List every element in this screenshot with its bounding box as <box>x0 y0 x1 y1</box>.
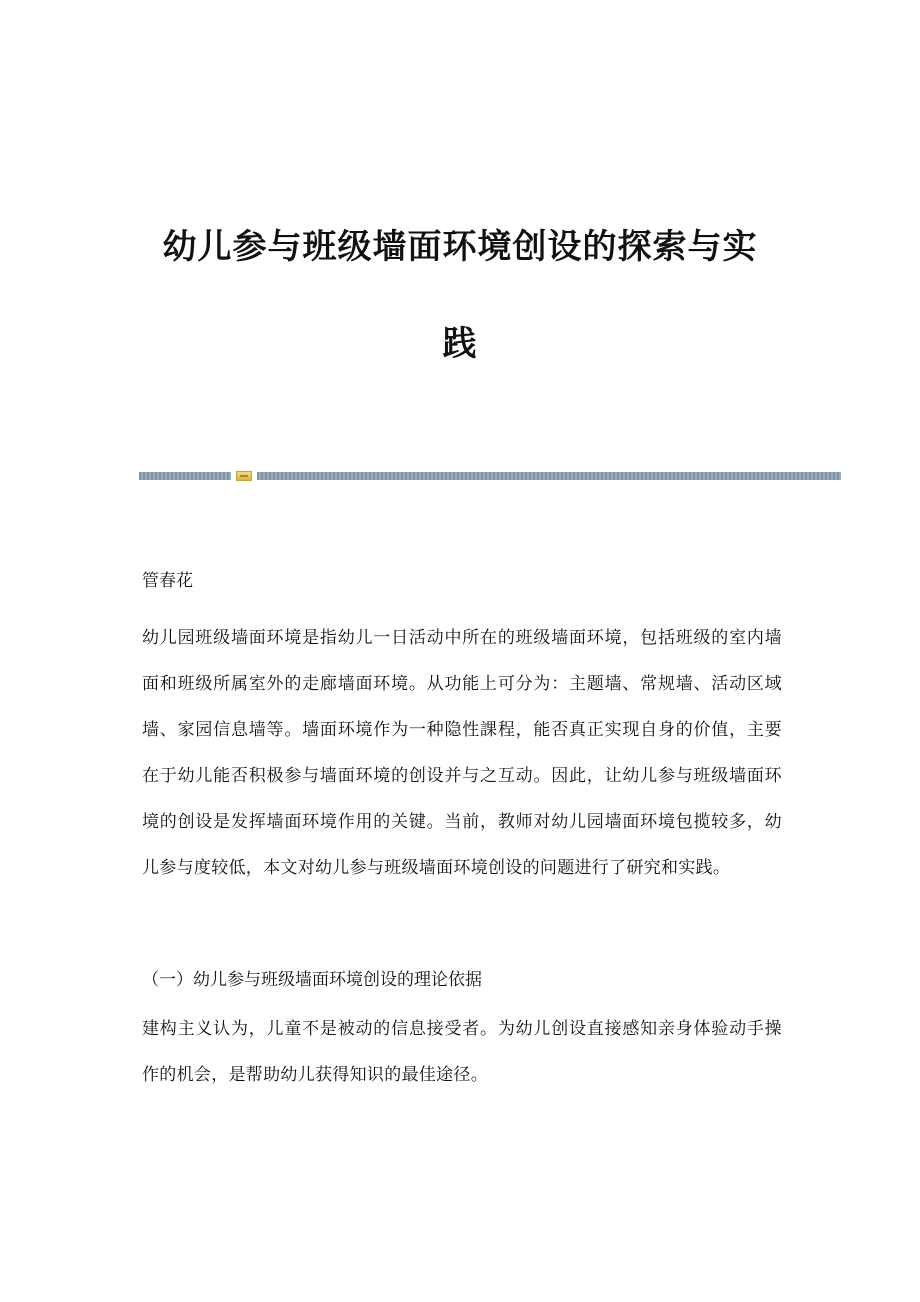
document-title-line-2: 践 <box>442 324 478 364</box>
ornament-icon <box>236 471 252 481</box>
section-heading: （一）幼儿参与班级墙面环境创设的理论依据 <box>142 970 482 990</box>
divider-bar-right <box>257 472 841 480</box>
title-divider <box>139 471 841 481</box>
divider-bar-left <box>139 472 231 480</box>
author-name: 管春花 <box>142 571 193 591</box>
document-title-line-1: 幼儿参与班级墙面环境创设的探索与实 <box>162 227 758 267</box>
intro-paragraph: 幼儿园班级墙面环境是指幼儿一日活动中所在的班级墙面环境，包括班级的室内墙面和班级所属室外的走廊墙面环境。从功能上可分为：主题墙、常规墙、活动区域墙、家园信息墙等。墙面环境作为一种隐性課程，能否真正实现自身的价值，主要在于幼儿能否积极参与墙面环境的创设并与之互动。因此，让幼儿参与班级墙面环境的创设是发挥墙面环境作用的关键。当前，教师对幼儿园墙面环境包揽较多，幼儿参与度较低，本文对幼儿参与班级墙面环境创设的问题进行了研究和实践。 <box>142 628 782 878</box>
section-paragraph: 建构主义认为，儿童不是被动的信息接受者。为幼儿创设直接感知亲身体验动手操作的机会，是帮助幼儿获得知识的最佳途径。 <box>142 1019 782 1085</box>
